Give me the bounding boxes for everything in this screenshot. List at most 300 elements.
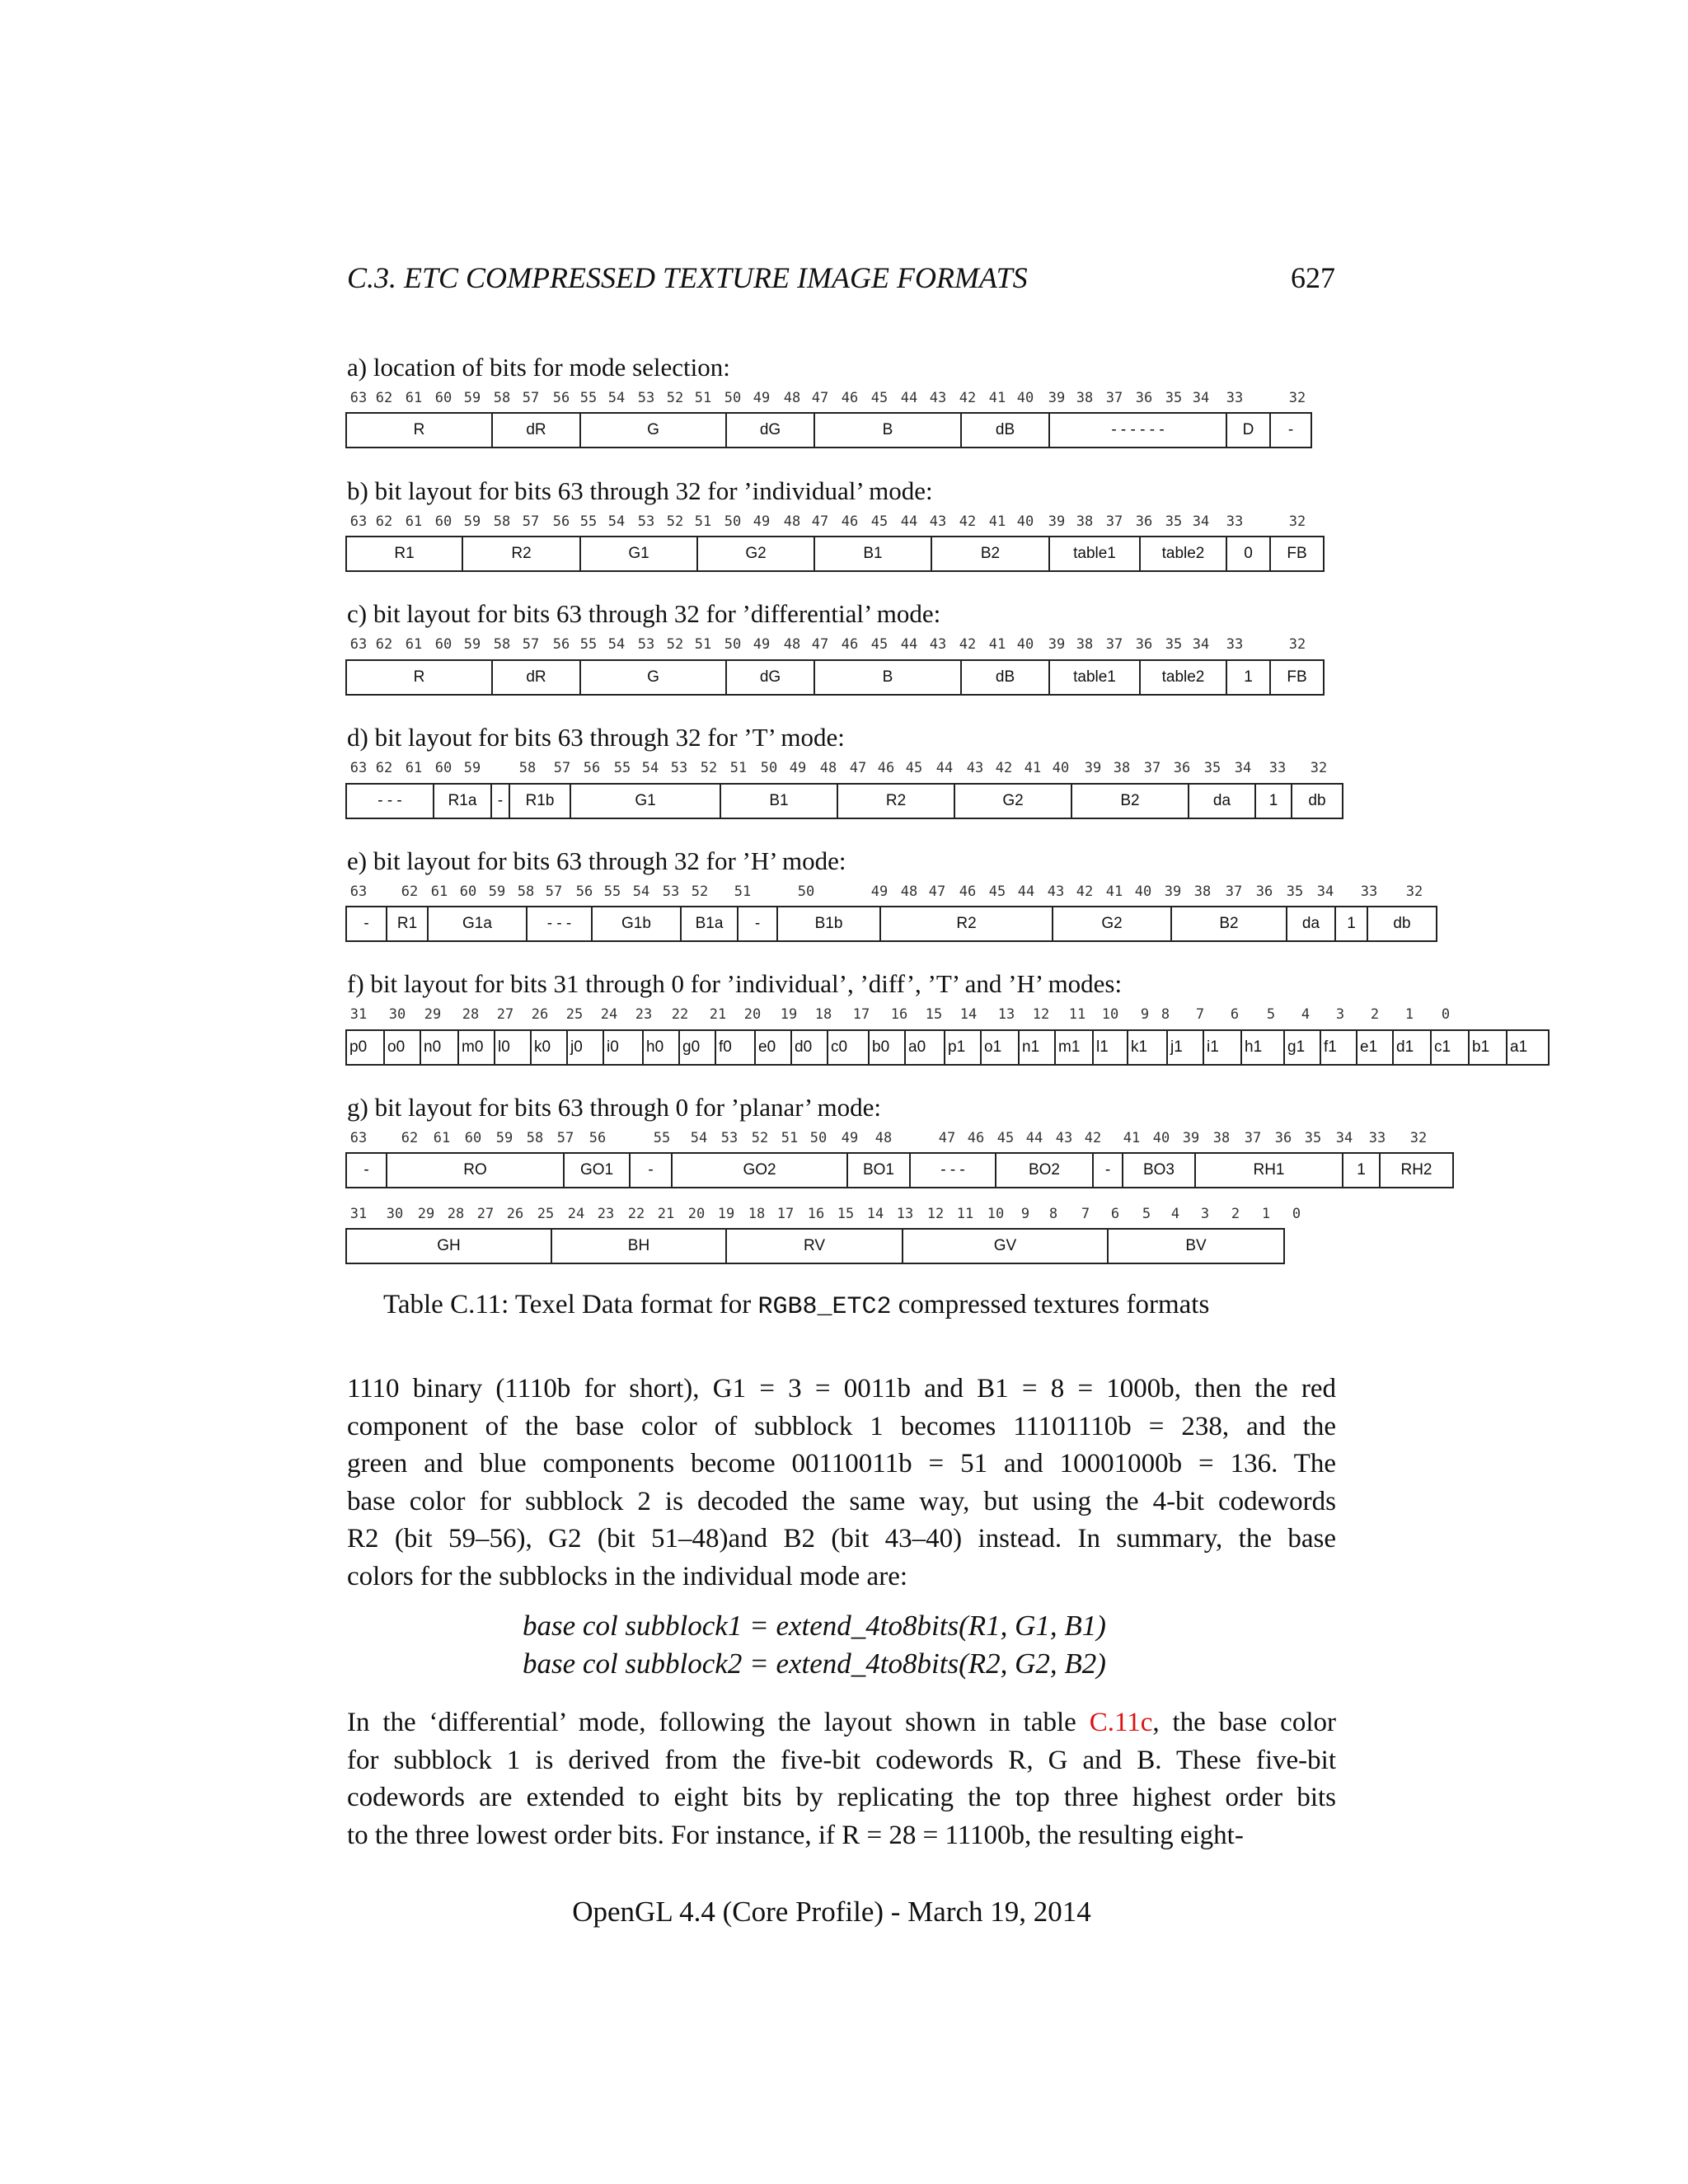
bit-field: e1 (1356, 1029, 1394, 1066)
bit-number: 14 (866, 1206, 884, 1222)
bit-number: 60 (434, 760, 452, 776)
bit-field: B1a (680, 906, 738, 942)
bit-number: 51 (781, 1130, 799, 1146)
bit-number: 31 (349, 1206, 368, 1222)
bit-number: 30 (388, 1006, 406, 1023)
bit-number: 62 (375, 513, 393, 530)
bit-field: f0 (715, 1029, 756, 1066)
bit-number: 50 (724, 636, 742, 653)
bit-number: 44 (900, 390, 918, 406)
bit-number: 15 (837, 1206, 855, 1222)
bit-number: 51 (734, 883, 752, 900)
bit-field: f1 (1320, 1029, 1357, 1066)
bit-number: 62 (401, 883, 419, 900)
bit-number: 46 (841, 513, 859, 530)
bit-number: 59 (463, 760, 481, 776)
bit-number: 42 (959, 390, 977, 406)
bit-number: 32 (1405, 883, 1423, 900)
bit-number: 38 (1076, 390, 1094, 406)
bit-number: 59 (463, 636, 481, 653)
bit-field: B1b (776, 906, 881, 942)
bit-field: l0 (494, 1029, 532, 1066)
bit-number: 49 (789, 760, 807, 776)
paragraph-line: 1110 binary (1110b for short), G1 = 3 = 0011b and B1 = 8 = 1000b, then the red (347, 1374, 1336, 1404)
bit-number: 21 (657, 1206, 675, 1222)
bit-field: g0 (678, 1029, 716, 1066)
bit-number: 60 (434, 513, 452, 530)
bit-number: 49 (753, 390, 771, 406)
bit-number: 53 (720, 1130, 738, 1146)
bit-number: 43 (929, 636, 947, 653)
bit-number: 61 (405, 760, 423, 776)
section-caption: f) bit layout for bits 31 through 0 for ’individual’, ’diff’, ’T’ and ’H’ modes: (347, 969, 1123, 998)
bit-number: 54 (607, 636, 626, 653)
bit-number: 20 (687, 1206, 706, 1222)
bit-field: - (737, 906, 778, 942)
bit-number: 58 (493, 390, 511, 406)
bit-number: 11 (956, 1206, 974, 1222)
bit-field: BO1 (846, 1152, 911, 1188)
bit-number: 35 (1203, 760, 1221, 776)
bit-number: 6 (1110, 1206, 1120, 1222)
bit-field: p1 (944, 1029, 982, 1066)
bit-number: 38 (1193, 883, 1212, 900)
bit-number: 33 (1368, 1130, 1386, 1146)
bit-number: 39 (1084, 760, 1102, 776)
bit-number: 48 (783, 513, 801, 530)
bit-number: 43 (966, 760, 984, 776)
bit-number: 22 (671, 1006, 689, 1023)
table-caption-prefix: Table C.11: Texel Data format for (383, 1290, 758, 1319)
bit-number: 29 (417, 1206, 435, 1222)
paragraph-line: base color for subblock 2 is decoded the same way, but using the 4-bit codewords (347, 1486, 1336, 1516)
bit-number: 32 (1288, 513, 1306, 530)
bit-number: 44 (935, 760, 954, 776)
bit-number: 40 (1134, 883, 1152, 900)
bit-number: 5 (1142, 1206, 1151, 1222)
bit-field: GO1 (563, 1152, 631, 1188)
bit-number: 1 (1261, 1206, 1271, 1222)
section-caption: d) bit layout for bits 63 through 32 for ’T’ mode: (347, 723, 845, 752)
bit-number: 48 (819, 760, 837, 776)
bit-number: 24 (600, 1006, 618, 1023)
section-caption: e) bit layout for bits 63 through 32 for ’H’ mode: (347, 846, 846, 875)
bit-number: 61 (405, 513, 423, 530)
bit-number: 47 (928, 883, 946, 900)
bit-number: 51 (694, 390, 712, 406)
bit-number: 45 (988, 883, 1006, 900)
bit-number: 46 (967, 1130, 985, 1146)
bit-field: BO3 (1122, 1152, 1196, 1188)
bit-field: a0 (904, 1029, 945, 1066)
bit-number: 54 (632, 883, 650, 900)
bit-number: 26 (506, 1206, 524, 1222)
bit-number: 25 (537, 1206, 555, 1222)
bit-number: 59 (463, 513, 481, 530)
bit-field: dG (725, 412, 815, 448)
bit-field: dB (960, 659, 1050, 696)
bit-field: BV (1107, 1228, 1285, 1264)
bit-number: 57 (522, 513, 540, 530)
bit-number: 7 (1081, 1206, 1090, 1222)
bit-number: 40 (1152, 1130, 1170, 1146)
table-reference-link[interactable]: C.11c (1089, 1708, 1153, 1737)
bit-number: 9 (1020, 1206, 1030, 1222)
bit-number: 56 (588, 1130, 607, 1146)
bit-field: o1 (980, 1029, 1020, 1066)
bit-field: G1 (570, 783, 721, 819)
paragraph-line: for subblock 1 is derived from the five-bit codewords R, G and B. These five-bit (347, 1745, 1336, 1775)
bit-field: B1 (720, 783, 838, 819)
bit-number: 42 (1084, 1130, 1102, 1146)
bit-field: table2 (1139, 536, 1227, 572)
bit-field: dB (960, 412, 1050, 448)
bit-number: 53 (637, 390, 655, 406)
bit-number: 55 (613, 760, 631, 776)
bit-number: 45 (870, 513, 889, 530)
bit-number: 15 (925, 1006, 943, 1023)
bit-number: 9 (1140, 1006, 1150, 1023)
bit-field: B2 (1071, 783, 1189, 819)
bit-number: 13 (896, 1206, 914, 1222)
paragraph-line: colors for the subblocks in the individual mode are: (347, 1561, 908, 1591)
bit-field: - (345, 906, 387, 942)
bit-number: 4 (1170, 1206, 1180, 1222)
bit-number: 57 (522, 390, 540, 406)
bit-number: 51 (694, 636, 712, 653)
bit-field: - (1269, 412, 1312, 448)
bit-number: 63 (349, 513, 368, 530)
bit-field: G1a (427, 906, 528, 942)
bit-number: 37 (1105, 636, 1123, 653)
bit-number: 53 (670, 760, 688, 776)
bit-field: n0 (420, 1029, 459, 1066)
bit-number: 34 (1335, 1130, 1353, 1146)
bit-field: dR (491, 412, 581, 448)
bit-field: GV (902, 1228, 1109, 1264)
bit-number: 28 (462, 1006, 480, 1023)
bit-field: R2 (837, 783, 955, 819)
page-footer (0, 1896, 1688, 1929)
bit-number: 44 (900, 636, 918, 653)
bit-number: 54 (607, 390, 626, 406)
bit-field: G (579, 659, 727, 696)
bit-field: table1 (1048, 659, 1141, 696)
bit-number: 61 (433, 1130, 451, 1146)
bit-field: 1 (1226, 659, 1271, 696)
bit-number: 44 (1025, 1130, 1043, 1146)
bit-number: 44 (900, 513, 918, 530)
bit-field: - - - (526, 906, 593, 942)
bit-number: 39 (1048, 513, 1066, 530)
bit-field: - - - - - - (1048, 412, 1227, 448)
bit-number: 55 (579, 636, 598, 653)
bit-number: 35 (1304, 1130, 1322, 1146)
bit-number: 38 (1113, 760, 1131, 776)
bit-number: 59 (463, 390, 481, 406)
bit-field: R1 (386, 906, 429, 942)
bit-number: 27 (496, 1006, 514, 1023)
bit-number: 63 (349, 1130, 368, 1146)
bit-number: 38 (1076, 513, 1094, 530)
bit-number: 60 (464, 1130, 482, 1146)
bit-number: 22 (627, 1206, 645, 1222)
bit-number: 34 (1192, 513, 1210, 530)
bit-number: 56 (552, 636, 570, 653)
bit-number: 38 (1212, 1130, 1231, 1146)
bit-field: B2 (931, 536, 1050, 572)
bit-number: 58 (526, 1130, 544, 1146)
bit-number: 54 (607, 513, 626, 530)
bit-number: 63 (349, 760, 368, 776)
bit-number: 55 (653, 1130, 671, 1146)
bit-number: 1 (1404, 1006, 1414, 1023)
bit-number: 54 (641, 760, 659, 776)
section-caption: b) bit layout for bits 63 through 32 for ’individual’ mode: (347, 476, 933, 505)
bit-field: 1 (1254, 783, 1292, 819)
bit-number: 41 (1123, 1130, 1141, 1146)
bit-number: 0 (1441, 1006, 1451, 1023)
bit-number: 55 (579, 390, 598, 406)
bit-field: - (345, 1152, 387, 1188)
bit-field: - (629, 1152, 673, 1188)
bit-field: i0 (603, 1029, 644, 1066)
bit-field: - (490, 783, 510, 819)
bit-number: 18 (814, 1006, 832, 1023)
bit-field: e0 (754, 1029, 792, 1066)
bit-number: 27 (476, 1206, 495, 1222)
bit-field: da (1286, 906, 1336, 942)
bit-number: 43 (929, 390, 947, 406)
bit-field: R2 (879, 906, 1053, 942)
bit-number: 33 (1226, 390, 1244, 406)
bit-number: 23 (635, 1006, 653, 1023)
bit-number: 39 (1182, 1130, 1200, 1146)
paragraph-differential-mode (347, 1704, 1336, 1854)
bit-number: 45 (870, 636, 889, 653)
bit-number: 12 (1032, 1006, 1050, 1023)
bit-field: B (814, 659, 962, 696)
bit-number: 43 (929, 513, 947, 530)
bit-number: 61 (405, 390, 423, 406)
bit-number: 37 (1105, 390, 1123, 406)
bit-field: GO2 (671, 1152, 848, 1188)
bit-number: 50 (797, 883, 815, 900)
bit-field: dR (491, 659, 581, 696)
bit-number: 42 (995, 760, 1013, 776)
bit-number: 47 (811, 513, 829, 530)
table-caption-code: RGB8_ETC2 (757, 1293, 892, 1321)
bit-number: 58 (493, 513, 511, 530)
bit-field: R1a (433, 783, 492, 819)
bit-number: 58 (518, 760, 537, 776)
bit-number: 8 (1048, 1206, 1058, 1222)
bit-field: m0 (457, 1029, 495, 1066)
bit-number: 59 (495, 1130, 513, 1146)
table-caption-suffix: compressed textures formats (891, 1290, 1210, 1319)
bit-number: 4 (1301, 1006, 1311, 1023)
bit-number: 33 (1226, 513, 1244, 530)
bit-field: o0 (383, 1029, 421, 1066)
footer-text: OpenGL 4.4 (Core Profile) - March 19, 2014 (572, 1896, 1091, 1928)
bit-number: 41 (1105, 883, 1123, 900)
bit-field: - (1092, 1152, 1123, 1188)
bit-field: 1 (1334, 906, 1368, 942)
bit-number: 8 (1160, 1006, 1170, 1023)
bit-number: 2 (1231, 1206, 1240, 1222)
bit-field: - - - (909, 1152, 996, 1188)
bit-number: 56 (552, 390, 570, 406)
bit-number: 48 (874, 1130, 893, 1146)
bit-number: 63 (349, 883, 368, 900)
bit-field: m1 (1054, 1029, 1094, 1066)
bit-number: 17 (776, 1206, 795, 1222)
bit-number: 13 (997, 1006, 1015, 1023)
bit-number: 53 (637, 636, 655, 653)
bit-number: 46 (841, 636, 859, 653)
bit-number: 56 (583, 760, 601, 776)
bit-number: 41 (1024, 760, 1042, 776)
bit-number: 39 (1048, 636, 1066, 653)
bit-field: 0 (1226, 536, 1271, 572)
bit-number: 3 (1200, 1206, 1210, 1222)
bit-number: 49 (753, 513, 771, 530)
bit-number: 11 (1068, 1006, 1086, 1023)
paragraph-text: , the base color (1152, 1708, 1336, 1737)
bit-number: 48 (783, 390, 801, 406)
bit-number: 46 (877, 760, 895, 776)
bit-number: 53 (637, 513, 655, 530)
bit-number: 61 (430, 883, 448, 900)
bit-field: BO2 (995, 1152, 1094, 1188)
bit-field: b0 (868, 1029, 906, 1066)
bit-number: 5 (1266, 1006, 1276, 1023)
bit-number: 21 (709, 1006, 727, 1023)
bit-field: table1 (1048, 536, 1141, 572)
bit-number: 43 (1047, 883, 1065, 900)
bit-field: h1 (1240, 1029, 1285, 1066)
bit-field: RV (725, 1228, 903, 1264)
bit-field: k1 (1127, 1029, 1168, 1066)
paragraph-line: codewords are extended to eight bits by replicating the top three highest order bits (347, 1783, 1336, 1812)
bit-number: 57 (522, 636, 540, 653)
paragraph-line: to the three lowest order bits. For instance, if R = 28 = 11100b, the resulting eight- (347, 1820, 1244, 1850)
bit-number: 39 (1164, 883, 1182, 900)
bit-field: c1 (1430, 1029, 1470, 1066)
bit-field: D (1226, 412, 1271, 448)
bit-number: 46 (841, 390, 859, 406)
bit-field: G2 (696, 536, 815, 572)
bit-number: 39 (1048, 390, 1066, 406)
bit-number: 45 (905, 760, 923, 776)
bit-number: 18 (748, 1206, 766, 1222)
bit-field: RH2 (1379, 1152, 1454, 1188)
bit-number: 36 (1255, 883, 1273, 900)
bit-number: 10 (1101, 1006, 1119, 1023)
bit-field: B1 (814, 536, 932, 572)
bit-number: 52 (666, 390, 684, 406)
bit-number: 40 (1016, 390, 1034, 406)
bit-number: 52 (666, 636, 684, 653)
bit-number: 36 (1135, 390, 1153, 406)
bit-number: 6 (1230, 1006, 1240, 1023)
section-caption: g) bit layout for bits 63 through 0 for ’planar’ mode: (347, 1093, 881, 1122)
paragraph-line: component of the base color of subblock 1 becomes 11101110b = 238, and the (347, 1411, 1336, 1441)
bit-number: 49 (841, 1130, 859, 1146)
bit-number: 51 (694, 513, 712, 530)
bit-number: 35 (1165, 636, 1183, 653)
bit-field: d0 (790, 1029, 828, 1066)
bit-number: 10 (987, 1206, 1005, 1222)
bit-number: 40 (1016, 636, 1034, 653)
bit-number: 59 (488, 883, 506, 900)
bit-number: 12 (926, 1206, 945, 1222)
bit-field: - - - (345, 783, 434, 819)
bit-number: 3 (1335, 1006, 1345, 1023)
bit-number: 49 (870, 883, 889, 900)
bit-number: 36 (1135, 513, 1153, 530)
bit-number: 30 (386, 1206, 404, 1222)
bit-number: 32 (1288, 390, 1306, 406)
bit-field: dG (725, 659, 815, 696)
bit-field: j0 (566, 1029, 604, 1066)
bit-number: 36 (1135, 636, 1153, 653)
section-caption: c) bit layout for bits 63 through 32 for ’differential’ mode: (347, 599, 941, 628)
bit-number: 16 (807, 1206, 825, 1222)
bit-number: 34 (1234, 760, 1252, 776)
bit-field: h0 (642, 1029, 680, 1066)
bit-number: 60 (434, 390, 452, 406)
bit-number: 34 (1192, 390, 1210, 406)
bit-number: 54 (690, 1130, 708, 1146)
bit-number: 44 (1017, 883, 1035, 900)
bit-number: 46 (959, 883, 977, 900)
bit-number: 20 (743, 1006, 762, 1023)
bit-field: k0 (530, 1029, 568, 1066)
bit-number: 31 (349, 1006, 368, 1023)
bit-number: 34 (1316, 883, 1334, 900)
bit-number: 56 (552, 513, 570, 530)
bit-number: 62 (401, 1130, 419, 1146)
bit-number: 37 (1244, 1130, 1262, 1146)
bit-number: 49 (753, 636, 771, 653)
bit-number: 47 (938, 1130, 956, 1146)
bit-number: 35 (1286, 883, 1304, 900)
bit-field: da (1188, 783, 1256, 819)
bit-field: R1b (509, 783, 571, 819)
bit-number: 53 (662, 883, 680, 900)
bit-number: 32 (1288, 636, 1306, 653)
section-caption: a) location of bits for mode selection: (347, 353, 730, 382)
bit-number: 16 (890, 1006, 908, 1023)
bit-number: 62 (375, 390, 393, 406)
bit-number: 24 (567, 1206, 585, 1222)
paragraph-line: green and blue components become 00110011b = 51 and 10001000b = 136. The (347, 1449, 1336, 1479)
bit-field: FB (1269, 659, 1325, 696)
bit-number: 28 (447, 1206, 465, 1222)
bit-number: 43 (1055, 1130, 1073, 1146)
bit-field: B (814, 412, 962, 448)
bit-field: i1 (1203, 1029, 1242, 1066)
bit-number: 52 (751, 1130, 769, 1146)
bit-number: 52 (666, 513, 684, 530)
bit-number: 33 (1268, 760, 1287, 776)
bit-number: 45 (996, 1130, 1015, 1146)
bit-number: 37 (1143, 760, 1161, 776)
bit-number: 50 (724, 390, 742, 406)
bit-number: 63 (349, 636, 368, 653)
bit-number: 33 (1226, 636, 1244, 653)
